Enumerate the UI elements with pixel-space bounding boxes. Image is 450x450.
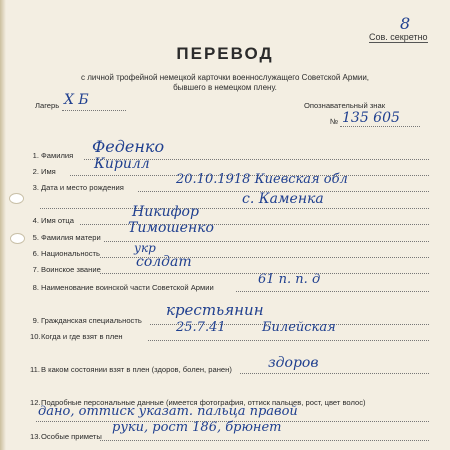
field-1-label: 1. Фамилия	[32, 151, 74, 160]
field-12-label: 12.Подробные персональные данные (имеется фотография, оттиск пальцев, рост, цвет волос)	[30, 398, 366, 407]
camp-label: Лагерь	[35, 101, 60, 110]
ident-label: Опознавательный знак	[304, 101, 386, 110]
field-6-label: 6. Национальность	[32, 249, 100, 258]
field-7-value: солдат	[136, 254, 192, 270]
field-10-label: 10.Когда и где взят в плен	[30, 332, 123, 341]
punch-hole	[9, 193, 24, 204]
field-3-line-2	[40, 208, 429, 209]
page-number: 8	[400, 14, 411, 33]
paper-edge	[0, 0, 6, 450]
field-8-value: 61 п. п. д	[258, 272, 321, 287]
field-13-value: руки, рост 186, брюнет	[112, 420, 282, 435]
field-7-label: 7. Воинское звание	[32, 265, 101, 274]
field-9-label: 9. Гражданская специальность	[32, 316, 142, 325]
field-8-line	[236, 291, 429, 292]
field-2-value: Кирилл	[94, 156, 150, 172]
field-4-value: Никифор	[132, 204, 199, 220]
punch-hole	[10, 233, 25, 244]
field-1-value: Феденко	[92, 137, 165, 156]
subtitle-line-1: с личной трофейной немецкой карточки военнослужащего Советской Армии,	[80, 73, 370, 82]
field-10-line	[148, 340, 429, 341]
ident-line	[340, 126, 420, 127]
field-5-label: 5. Фамилия матери	[32, 233, 101, 242]
field-5-value: Тимошенко	[128, 220, 214, 236]
field-9-value: крестьянин	[166, 301, 264, 319]
classification-mark: Сов. секретно	[369, 32, 428, 42]
field-12-value: дано, оттиск указат. пальца правой	[38, 404, 298, 419]
field-10-value-2: Билейская	[262, 320, 336, 335]
field-11-value: здоров	[268, 355, 319, 371]
field-8-label: 8. Наименование воинской части Советской Армии	[32, 283, 214, 292]
field-3-value-2: с. Каменка	[242, 191, 324, 207]
field-2-label: 2. Имя	[32, 167, 56, 176]
document-title: ПЕРЕВОД	[176, 44, 274, 63]
field-6-value: укр	[134, 241, 156, 255]
field-11-label: 11.В каком состоянии взят в плен (здоров, болен, ранен)	[30, 365, 232, 374]
ident-value: 135 605	[342, 110, 400, 126]
field-4-label: 4. Имя отца	[32, 216, 75, 225]
field-3-value: 20.10.1918 Киевская обл	[176, 172, 348, 187]
subtitle-line-2: бывшего в немецком плену.	[173, 83, 277, 92]
field-3-label: 3. Дата и место рождения	[32, 183, 124, 192]
camp-value: Х Б	[64, 92, 89, 108]
field-13-label: 13.Особые приметы	[30, 432, 102, 441]
ident-prefix: №	[330, 117, 339, 126]
camp-line	[62, 110, 126, 111]
field-11-line	[240, 373, 429, 374]
field-13-line	[100, 440, 429, 441]
field-10-value: 25.7.41	[176, 320, 226, 335]
